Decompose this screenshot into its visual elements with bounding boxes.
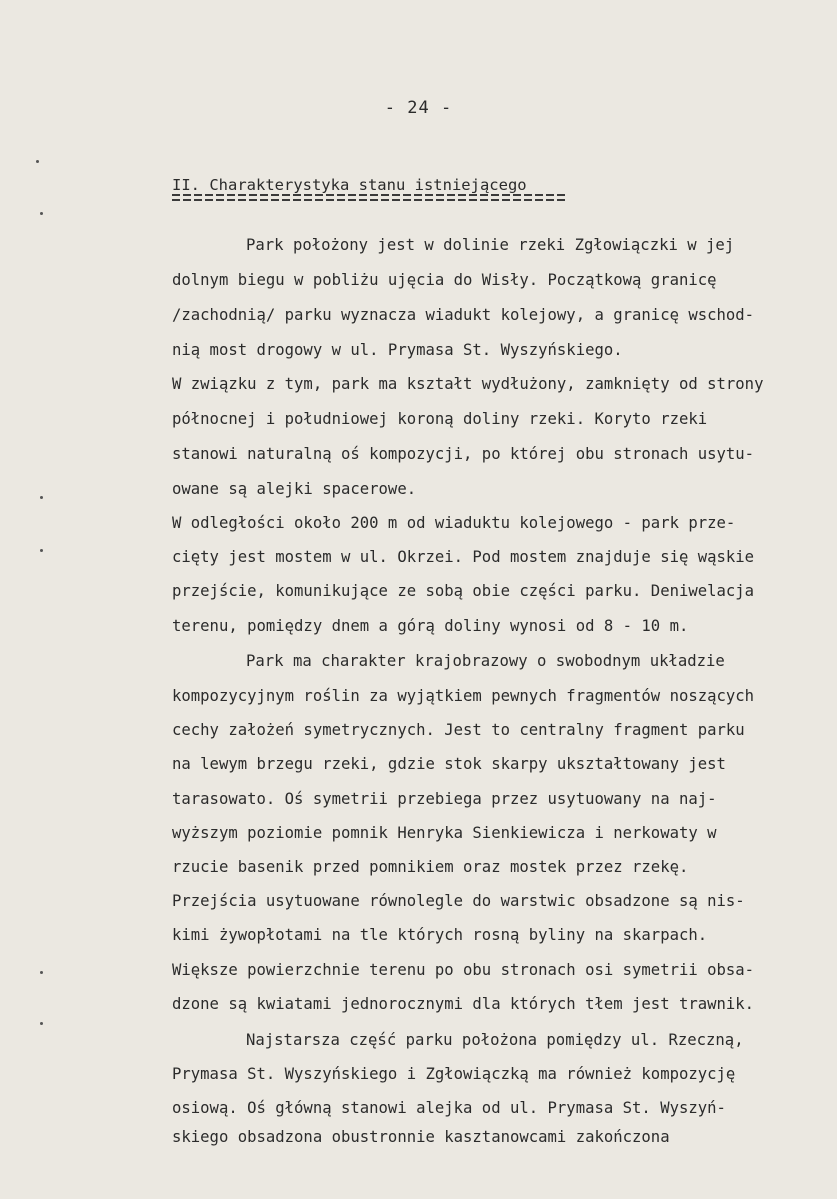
text-line: kimi żywopłotami na tle których rosną byliny na skarpach. xyxy=(172,926,708,944)
margin-mark xyxy=(40,496,43,499)
text-line: Park ma charakter krajobrazowy o swobodnym układzie xyxy=(246,652,725,670)
text-line: W związku z tym, park ma kształt wydłużony, zamknięty od strony xyxy=(172,375,764,393)
text-line: Większe powierzchnie terenu po obu stronach osi symetrii obsa- xyxy=(172,961,755,979)
text-line: dzone są kwiatami jednorocznymi dla których tłem jest trawnik. xyxy=(172,995,755,1013)
margin-mark xyxy=(36,160,39,163)
text-line: cięty jest mostem w ul. Okrzei. Pod mostem znajduje się wąskie xyxy=(172,548,755,566)
text-line: Przejścia usytuowane równolegle do warstwic obsadzone są nis- xyxy=(172,892,745,910)
text-line: stanowi naturalną oś kompozycji, po której obu stronach usytu- xyxy=(172,445,755,463)
text-line: Prymasa St. Wyszyńskiego i Zgłowiączką ma również kompozycję xyxy=(172,1065,736,1083)
text-line: terenu, pomiędzy dnem a górą doliny wynosi od 8 - 10 m. xyxy=(172,617,689,635)
text-line: /zachodnią/ parku wyznacza wiadukt kolejowy, a granicę wschod- xyxy=(172,306,755,324)
text-line: skiego obsadzona obustronnie kasztanowcami zakończona xyxy=(172,1128,670,1146)
text-line: kompozycyjnym roślin za wyjątkiem pewnych fragmentów noszących xyxy=(172,687,755,705)
margin-mark xyxy=(40,971,43,974)
text-line: Najstarsza część parku położona pomiędzy ul. Rzeczną, xyxy=(246,1031,744,1049)
text-line: przejście, komunikujące ze sobą obie części parku. Deniwelacja xyxy=(172,582,755,600)
text-line: osiową. Oś główną stanowi alejka od ul. Prymasa St. Wyszyń- xyxy=(172,1099,726,1117)
text-line: tarasowato. Oś symetrii przebiega przez usytuowany na naj- xyxy=(172,790,717,808)
page-number: - 24 - xyxy=(384,98,453,118)
text-line: cechy założeń symetrycznych. Jest to centralny fragment parku xyxy=(172,721,745,739)
text-line: północnej i południowej koroną doliny rzeki. Koryto rzeki xyxy=(172,410,708,428)
text-line: W odległości około 200 m od wiaduktu kolejowego - park prze- xyxy=(172,514,736,532)
margin-mark xyxy=(40,549,43,552)
margin-mark xyxy=(40,1022,43,1025)
margin-mark xyxy=(40,212,43,215)
section-title: II. Charakterystyka stanu istniejącego xyxy=(172,176,527,194)
title-underline xyxy=(172,194,566,204)
text-line: rzucie basenik przed pomnikiem oraz mostek przez rzekę. xyxy=(172,858,689,876)
text-line: nią most drogowy w ul. Prymasa St. Wyszyńskiego. xyxy=(172,341,623,359)
text-line: wyższym poziomie pomnik Henryka Sienkiewicza i nerkowaty w xyxy=(172,824,717,842)
text-line: dolnym biegu w pobliżu ujęcia do Wisły. Początkową granicę xyxy=(172,271,717,289)
text-line: Park położony jest w dolinie rzeki Zgłowiączki w jej xyxy=(246,236,735,254)
text-line: owane są alejki spacerowe. xyxy=(172,480,417,498)
text-line: na lewym brzegu rzeki, gdzie stok skarpy ukształtowany jest xyxy=(172,755,726,773)
